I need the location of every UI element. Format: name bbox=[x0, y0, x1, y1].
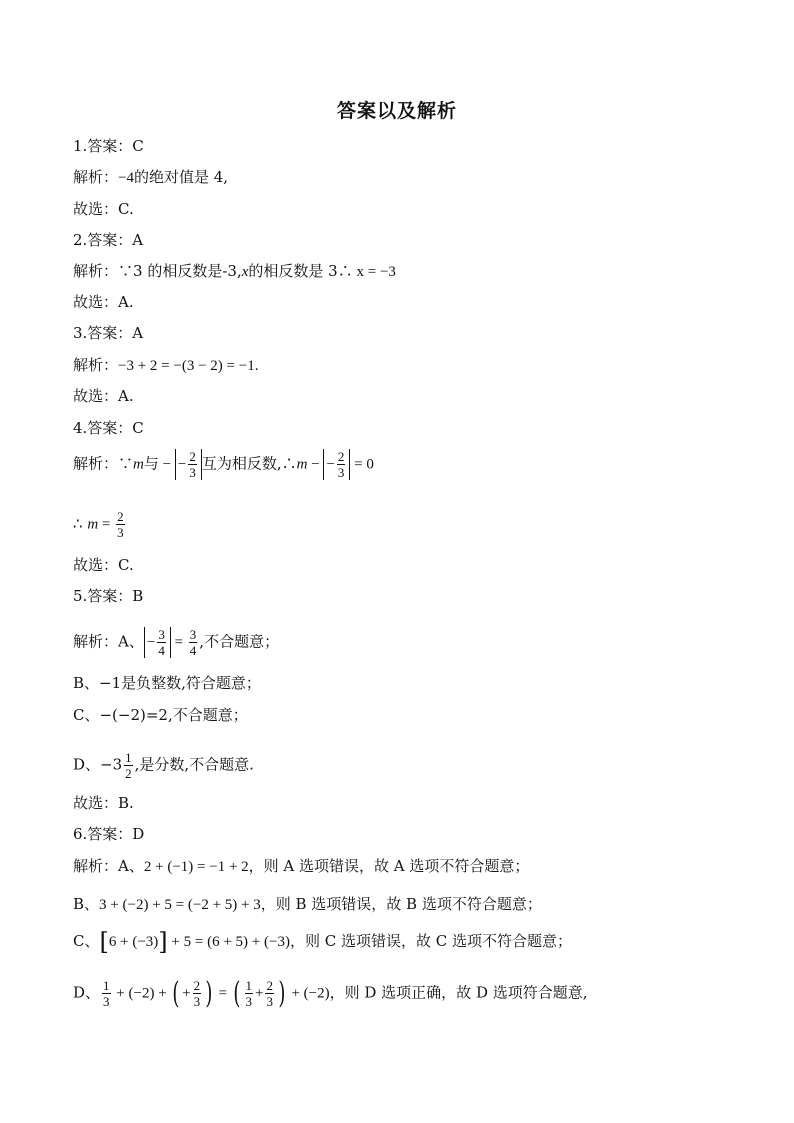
minus-sign: − bbox=[307, 456, 324, 473]
fraction bbox=[245, 978, 254, 1009]
negative-sign: − bbox=[177, 456, 187, 473]
option-c-text: ，则 C 选项错误，故 C 选项不符合题意； bbox=[289, 932, 572, 950]
left-bracket: [ bbox=[99, 928, 109, 956]
q1-parse bbox=[73, 167, 228, 188]
denominator: 3 bbox=[193, 994, 201, 1009]
equals-sign: = bbox=[170, 634, 187, 651]
q2-var: x bbox=[241, 264, 249, 280]
q1-text: 的绝对值是 4, bbox=[133, 168, 229, 186]
equals-sign: = bbox=[214, 985, 231, 1002]
fraction bbox=[337, 449, 346, 480]
therefore-symbol: ∴ bbox=[73, 514, 83, 533]
option-d-label: D、 bbox=[73, 983, 101, 1002]
parse-label: 解析： bbox=[73, 632, 119, 651]
option-b-label: B、 bbox=[73, 895, 100, 913]
q4-parse bbox=[73, 449, 374, 480]
fraction bbox=[157, 627, 166, 658]
option-b-expr: 3 + (−2) + 5 = (−2 + 5) + 3 bbox=[99, 897, 261, 913]
option-a-label: A、 bbox=[118, 632, 144, 651]
option-a-label: A、 bbox=[118, 857, 144, 875]
page-title: 答案以及解析 bbox=[336, 100, 457, 122]
numerator: 2 bbox=[193, 978, 201, 993]
q5-choose: 故选：B. bbox=[73, 794, 134, 812]
q5-answer: 5.答案：B bbox=[73, 587, 144, 605]
equals-sign: = bbox=[98, 516, 115, 533]
option-d-tail: + (−2) bbox=[287, 985, 330, 1002]
plus-sign: + bbox=[255, 985, 264, 1002]
equals-zero: = 0 bbox=[350, 456, 374, 473]
q6-option-c bbox=[73, 930, 572, 954]
denominator: 4 bbox=[189, 643, 197, 658]
fraction bbox=[116, 509, 125, 540]
right-bracket: ] bbox=[158, 928, 168, 956]
q3-expr: −3 + 2 = −(3 − 2) = −1. bbox=[118, 358, 259, 374]
fraction bbox=[102, 978, 111, 1009]
numerator: 1 bbox=[245, 978, 252, 993]
option-a-text: ，则 A 选项错误，故 A 选项不符合题意； bbox=[248, 857, 530, 875]
negative-sign: − bbox=[146, 634, 156, 651]
numerator: 2 bbox=[189, 449, 196, 464]
q4-text-1: 与 bbox=[143, 454, 159, 473]
denominator: 3 bbox=[189, 465, 196, 480]
q6-option-b bbox=[73, 894, 542, 915]
right-paren: ) bbox=[278, 975, 286, 1011]
fraction bbox=[189, 627, 198, 658]
numerator: 2 bbox=[266, 978, 273, 993]
q5-option-c: C、−(−2)=2,不合题意； bbox=[73, 706, 248, 724]
left-paren: ( bbox=[233, 975, 241, 1011]
q1-answer: 1.答案：C bbox=[73, 137, 144, 155]
numerator: 2 bbox=[117, 509, 124, 524]
option-b-text: ，则 B 选项错误，故 B 选项不符合题意； bbox=[260, 895, 542, 913]
option-a-expr: 2 + (−1) = −1 + 2 bbox=[143, 859, 249, 875]
q6-option-d bbox=[73, 975, 588, 1011]
option-d-label: D、−3 bbox=[73, 755, 123, 774]
q4-text-2: 互为相反数, bbox=[201, 454, 282, 473]
therefore-symbol: ∴ bbox=[281, 454, 297, 473]
numerator: 3 bbox=[189, 627, 197, 642]
var-m: m bbox=[133, 456, 144, 473]
denominator: 3 bbox=[117, 525, 124, 540]
q3-answer: 3.答案：A bbox=[73, 324, 144, 342]
right-paren: ) bbox=[205, 975, 213, 1011]
option-d-text: ,是分数,不合题意. bbox=[134, 755, 254, 774]
q6-answer: 6.答案：D bbox=[73, 825, 145, 843]
option-c-inner: 6 + (−3) bbox=[108, 934, 159, 950]
option-d-expr: + (−2) + bbox=[112, 985, 171, 1002]
because-symbol: ∵ bbox=[118, 262, 134, 280]
left-paren: ( bbox=[172, 975, 180, 1011]
denominator: 4 bbox=[158, 643, 165, 658]
option-a-text: ,不合题意； bbox=[199, 632, 280, 651]
q1-expr: −4 bbox=[118, 170, 134, 186]
fraction bbox=[193, 978, 202, 1009]
q2-text-1: 3 的相反数是-3, bbox=[133, 262, 242, 280]
q5-option-d bbox=[73, 750, 254, 781]
therefore-symbol: ∴ bbox=[337, 262, 353, 280]
numerator: 3 bbox=[158, 627, 165, 642]
parse-label: 解析： bbox=[73, 857, 119, 875]
option-d-text: ，则 D 选项正确，故 D 选项符合题意, bbox=[329, 983, 588, 1002]
minus-sign: − bbox=[158, 456, 175, 473]
q3-choose: 故选：A. bbox=[73, 387, 134, 405]
negative-sign: − bbox=[326, 456, 335, 473]
absolute-value bbox=[144, 627, 171, 658]
q2-text-2: 的相反数是 3 bbox=[248, 262, 338, 280]
denominator: 3 bbox=[266, 994, 273, 1009]
q5-parse-a bbox=[73, 627, 279, 658]
numerator: 2 bbox=[337, 449, 345, 464]
q1-choose: 故选：C. bbox=[73, 200, 134, 218]
q2-choose: 故选：A. bbox=[73, 293, 134, 311]
q2-parse bbox=[73, 261, 396, 282]
q4-answer: 4.答案：C bbox=[73, 419, 144, 437]
q2-expr: x = −3 bbox=[352, 264, 396, 280]
q5-option-b: B、−1是负整数,符合题意； bbox=[73, 674, 261, 692]
fraction bbox=[265, 978, 274, 1009]
parse-label: 解析： bbox=[73, 454, 119, 473]
denominator: 3 bbox=[337, 465, 345, 480]
absolute-value bbox=[175, 449, 202, 480]
fraction bbox=[124, 750, 133, 781]
var-m: m bbox=[87, 516, 99, 533]
plus-sign: + bbox=[182, 985, 191, 1002]
option-c-expr: + 5 = (6 + 5) + (−3) bbox=[167, 934, 290, 950]
q2-answer: 2.答案：A bbox=[73, 231, 144, 249]
parse-label: 解析： bbox=[73, 356, 119, 374]
q4-conclusion bbox=[73, 509, 127, 540]
parse-label: 解析： bbox=[73, 262, 119, 280]
q4-choose: 故选：C. bbox=[73, 556, 134, 574]
numerator: 1 bbox=[125, 750, 132, 765]
parse-label: 解析： bbox=[73, 168, 119, 186]
because-symbol: ∵ bbox=[118, 454, 134, 473]
denominator: 2 bbox=[125, 766, 132, 781]
numerator: 1 bbox=[103, 978, 110, 993]
fraction bbox=[188, 449, 197, 480]
option-c-label: C、 bbox=[73, 932, 100, 950]
absolute-value bbox=[323, 449, 350, 480]
denominator: 3 bbox=[245, 994, 252, 1009]
denominator: 3 bbox=[103, 994, 110, 1009]
q6-parse-a bbox=[73, 856, 529, 877]
q3-parse bbox=[73, 355, 258, 376]
var-m: m bbox=[296, 456, 308, 473]
